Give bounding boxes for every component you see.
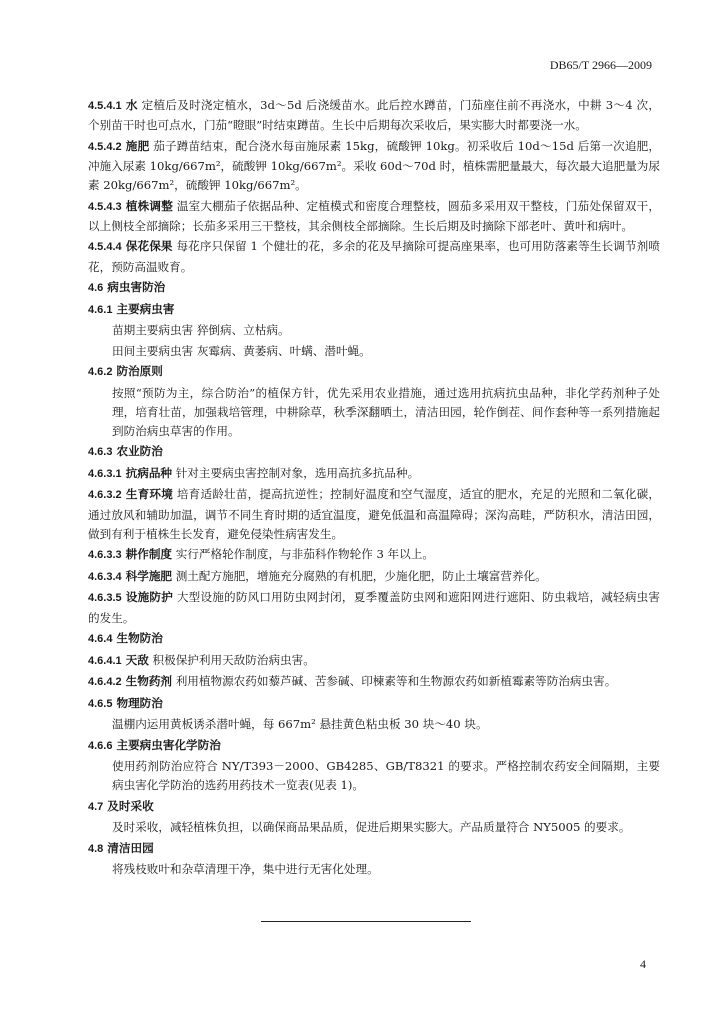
section-title: 清洁田园: [107, 840, 154, 855]
section-4-6-3-4: [88, 567, 660, 587]
body-paragraph: [88, 384, 660, 442]
section-4-6-4-2: [88, 672, 660, 692]
body-paragraph: [88, 757, 660, 795]
section-title: 生育环境: [125, 487, 173, 502]
section-number: 4.5.4.4: [88, 241, 122, 254]
section-title: 主要病虫害化学防治: [116, 737, 221, 752]
paragraph-text: 定植后及时浇定植水，3d～5d 后浇缓苗水。此后控水蹲苗，门茄座住前不再浇水，中耕 3～4 次，个别苗干时也可点水，门茄“瞪眼”时结束蹲苗。生长中后期每次采收后，果实膨大时都要浇一水。: [88, 98, 660, 133]
section-title: 保花保果: [125, 239, 173, 254]
document-code: DB65/T 2966—2009: [549, 58, 652, 72]
section-title: 施肥: [125, 138, 150, 153]
section-title: 主要病虫害: [116, 301, 175, 316]
body-paragraph: [88, 818, 660, 837]
section-number: 4.6.3.4: [88, 570, 122, 583]
section-title: 病虫害防治: [107, 280, 166, 295]
section-number: 4.6.3.5: [88, 592, 122, 605]
section-number: 4.6: [88, 282, 104, 295]
section-title: 生物药剂: [125, 674, 173, 689]
section-4-6-4: [88, 629, 660, 649]
section-number: 4.5.4.3: [88, 200, 122, 213]
body-paragraph: [88, 715, 660, 734]
paragraph-text: 积极保护利用天敌防治病虫害。: [148, 652, 315, 667]
paragraph-text: 实行严格轮作制度，与非茄科作物轮作 3 年以上。: [172, 547, 434, 562]
section-4-6: [88, 278, 660, 298]
paragraph-text: 茄子蹲苗结束，配合浇水每亩施尿素 15kg，硫酸钾 10kg。初采收后 10d～15d 后第一次追肥，冲施入尿素 10kg/667m²，硫酸钾 10kg/667m²。采收 60d～70d 时，植株需肥量最大，每次最大追肥量为尿素 20kg/667m²，硫酸钾 10kg/667m²。: [88, 138, 661, 193]
section-number: 4.7: [88, 800, 104, 813]
section-number: 4.6.3.2: [88, 489, 122, 502]
section-number: 4.6.5: [88, 697, 113, 710]
paragraph-text: 针对主要病虫害控制对象，选用高抗多抗品种。: [172, 465, 420, 480]
paragraph-text: 按照“预防为主，综合防治”的植保方针，优先采用农业措施，通过选用抗病抗虫品种，非化学药剂种子处理，培育壮苗，加强栽培管理，中耕除草，秋季深翻晒土，清洁田园，轮作倒茬、间作套种等一系列措施起到防治病虫草害的作用。: [112, 385, 660, 438]
section-4-5-4-1: [88, 96, 660, 135]
body-paragraph: [88, 342, 660, 361]
section-number: 4.5.4.2: [88, 140, 122, 153]
section-number: 4.6.4.1: [88, 654, 122, 667]
section-title: 水: [125, 98, 138, 112]
section-4-5-4-2: [88, 137, 660, 196]
paragraph-text: 及时采收，减轻植株负担，以确保商品果品质，促进后期果实膨大。产品质量符合 NY5005 的要求。: [112, 820, 631, 835]
page-number: 4: [640, 957, 646, 971]
section-title: 农业防治: [116, 444, 163, 459]
section-4-6-4-1: [88, 651, 660, 671]
paragraph-text: 测土配方施肥，增施充分腐熟的有机肥，少施化肥，防止土壤富营养化。: [172, 568, 547, 583]
section-title: 抗病品种: [125, 465, 173, 480]
section-title: 物理防治: [116, 695, 163, 710]
section-4-8: [88, 839, 660, 859]
paragraph-text: 温室大棚茄子依据品种、定植模式和密度合理整枝，圆茄多采用双干整枝，门茄处保留双干，以上侧枝全部摘除；长茄多采用三干整枝，其余侧枝全部摘除。生长后期及时摘除下部老叶、黄叶和病叶。: [88, 198, 660, 233]
body-paragraph: [88, 860, 660, 879]
end-rule: [261, 921, 471, 922]
body-paragraph: [88, 321, 660, 340]
paragraph-text: 田间主要病虫害 灰霉病、黄萎病、叶螨、潜叶蝇。: [112, 343, 371, 358]
section-4-6-3: [88, 442, 660, 462]
section-4-6-1: [88, 300, 660, 320]
paragraph-text: 大型设施的防风口用防虫网封闭，夏季覆盖防虫网和遮阳网进行遮阳、防虫栽培，减轻病虫害的发生。: [88, 590, 660, 625]
section-4-6-5: [88, 694, 660, 714]
section-4-6-6: [88, 736, 660, 756]
section-title: 生物防治: [116, 631, 163, 646]
section-4-6-2: [88, 362, 660, 382]
section-number: 4.6.3.3: [88, 549, 122, 562]
section-4-6-3-3: [88, 545, 660, 565]
section-title: 防治原则: [116, 364, 163, 379]
paragraph-text: 利用植物源农药如藜芦碱、苦参碱、印楝素等和生物源农药如新植霉素等防治病虫害。: [172, 674, 617, 689]
paragraph-text: 温棚内运用黄板诱杀潜叶蝇，每 667m² 悬挂黄色粘虫板 30 块～40 块。: [112, 717, 488, 732]
paragraph-text: 每花序只保留 1 个健壮的花，多余的花及早摘除可提高座果率，也可用防落素等生长调节剂喷花，预防高温败育。: [88, 239, 660, 274]
paragraph-text: 苗期主要病虫害 猝倒病、立枯病。: [112, 323, 290, 338]
section-number: 4.5.4.1: [88, 100, 122, 112]
section-title: 天敌: [125, 652, 149, 667]
section-title: 设施防护: [125, 590, 173, 605]
section-number: 4.6.6: [88, 739, 113, 752]
section-title: 耕作制度: [125, 547, 173, 562]
document-body: [88, 96, 660, 881]
section-4-6-3-2: [88, 485, 660, 544]
section-number: 4.6.2: [88, 366, 113, 379]
section-title: 科学施肥: [125, 568, 173, 583]
section-title: 植株调整: [125, 198, 173, 213]
section-number: 4.6.3.1: [88, 467, 122, 480]
section-number: 4.6.3: [88, 446, 113, 459]
paragraph-text: 使用药剂防治应符合 NY/T393－2000、GB4285、GB/T8321 的要求。严格控制农药安全间隔期，主要病虫害化学防治的选药用药技术一览表(见表 1)。: [112, 759, 660, 793]
paragraph-text: 培育适龄壮苗，提高抗逆性；控制好温度和空气湿度，适宜的肥水，充足的光照和二氧化碳，通过放风和辅助加温，调节不同生育时期的适宜温度，避免低温和高温障碍；深沟高畦，严防积水，清洁田园，做到有利于植株生长发育，避免侵染性病害发生。: [88, 487, 660, 541]
section-4-5-4-3: [88, 197, 660, 236]
section-4-6-3-1: [88, 464, 660, 484]
section-4-5-4-4: [88, 237, 660, 276]
section-number: 4.6.1: [88, 303, 113, 316]
section-number: 4.8: [88, 842, 104, 855]
section-number: 4.6.4.2: [88, 676, 122, 689]
section-4-6-3-5: [88, 588, 660, 627]
paragraph-text: 将残枝败叶和杂草清理干净，集中进行无害化处理。: [112, 862, 379, 877]
section-title: 及时采收: [107, 798, 154, 813]
section-number: 4.6.4: [88, 633, 113, 646]
section-4-7: [88, 797, 660, 817]
